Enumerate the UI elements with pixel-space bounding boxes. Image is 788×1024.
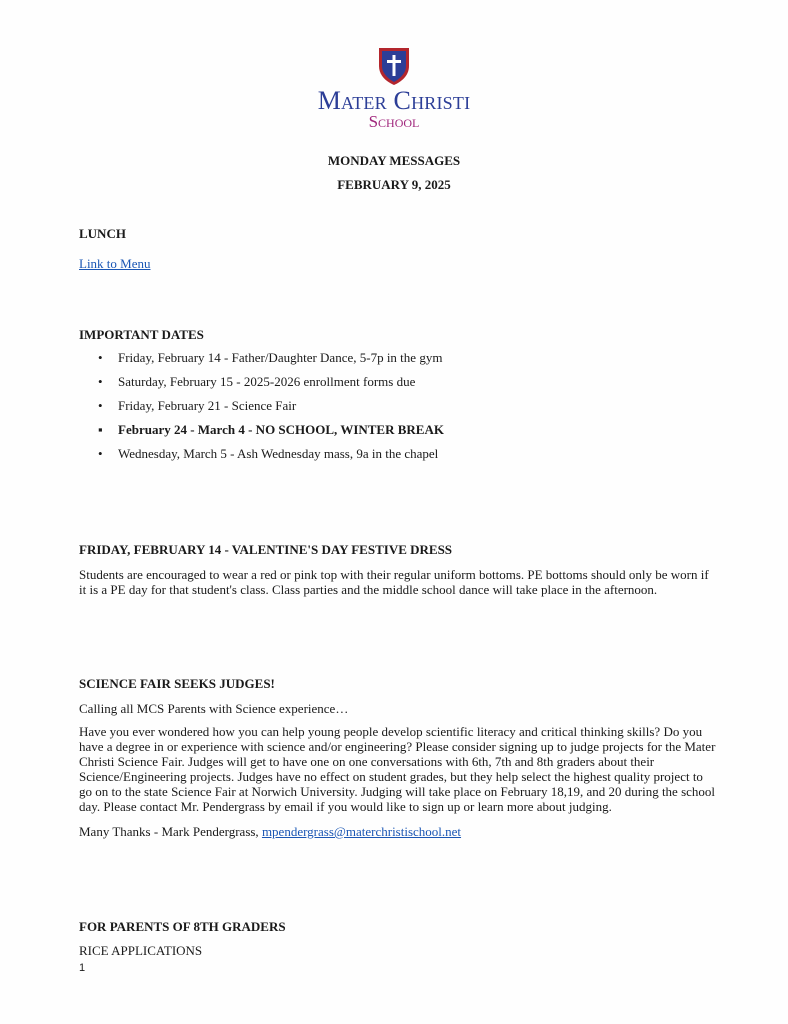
menu-link[interactable]: Link to Menu [79,256,151,271]
valentines-body: Students are encouraged to wear a red or pink top with their regular uniform bottoms. PE bottoms should only be worn if it is a PE day for that student's class. Class parties and the middle school dance will take place in the afternoon. [79,567,709,597]
rice-applications-subheading: RICE APPLICATIONS [79,943,203,958]
important-dates-heading: IMPORTANT DATES [79,327,204,342]
date-item-text: February 24 - March 4 - NO SCHOOL, WINTER BREAK [118,422,444,437]
logo-name-line1: Mater Christi [317,86,471,115]
document-title: MONDAY MESSAGES [327,153,461,168]
science-fair-thanks [79,824,719,839]
date-item-text: Friday, February 14 - Father/Daughter Dance, 5-7p in the gym [118,350,443,365]
list-item [79,373,444,397]
important-dates-list [79,349,444,469]
document-date: FEBRUARY 9, 2025 [337,177,451,192]
logo-name-line2: School [368,112,420,131]
eighth-grade-heading: FOR PARENTS OF 8TH GRADERS [79,919,286,934]
date-item-text: Friday, February 21 - Science Fair [118,398,297,413]
bullet-icon: • [98,446,103,461]
shield-cross-icon [377,46,411,86]
list-item [79,421,444,445]
bullet-icon: • [98,350,103,365]
science-fair-heading: SCIENCE FAIR SEEKS JUDGES! [79,676,275,691]
bullet-icon: • [98,374,103,389]
bullet-icon: • [98,398,103,413]
date-item-text: Wednesday, March 5 - Ash Wednesday mass, 9a in the chapel [118,446,439,461]
thanks-text: Many Thanks - Mark Pendergrass, [79,824,262,839]
list-item [79,397,444,421]
email-link[interactable]: mpendergrass@materchristischool.net [261,824,462,839]
page-number: 1 [79,962,86,974]
square-bullet-icon: ▪ [98,422,103,437]
date-item-text: Saturday, February 15 - 2025-2026 enrollment forms due [118,374,416,389]
lunch-heading: LUNCH [79,226,126,241]
valentines-heading: FRIDAY, FEBRUARY 14 - VALENTINE'S DAY FESTIVE DRESS [79,542,453,557]
list-item [79,349,444,373]
list-item [79,445,444,469]
school-logo [0,46,788,130]
science-fair-body: Have you ever wondered how you can help young people develop scientific literacy and critical thinking skills? Do you have a degree in or experience with science and/or engineering? Please consider signing up to judge projects for the Mater Christi Science Fair. Judges will get to have one on one conversations with 6th, 7th and 8th graders about their Science/Engineering projects. Judges have no effect on student grades, but they help select the highest quality project to go on to the state Science Fair at Norwich University. Judging will take place on February 18,19, and 20 during the school day. Please contact Mr. Pendergrass by email if you would like to sign up or learn more about judging. [79,724,716,814]
science-fair-intro: Calling all MCS Parents with Science experience… [79,701,349,716]
